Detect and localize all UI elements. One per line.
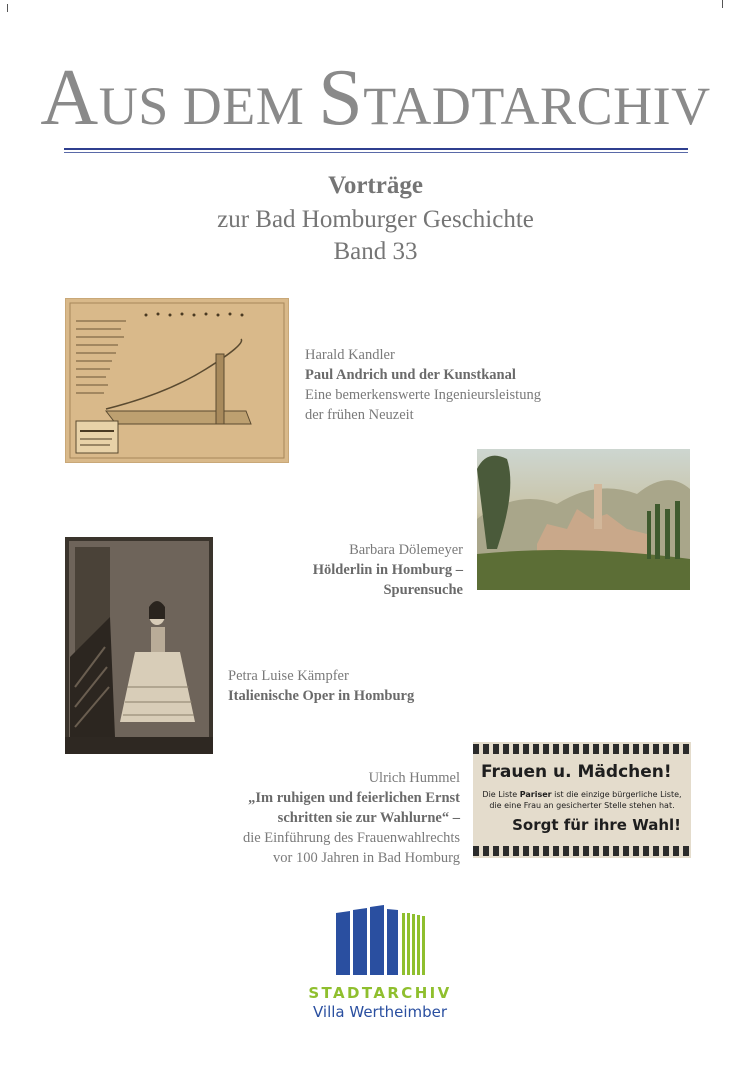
entry-2-title-line1: Hölderlin in Homburg – [312,562,463,578]
poster-border-top [473,744,691,754]
entry-1-title: Paul Andrich und der Kunstkanal [305,367,516,383]
crop-mark-right [722,0,723,8]
title-rule-thick [64,148,688,150]
entry-1-desc-line2: der frühen Neuzeit [305,407,414,423]
entry-3-author: Petra Luise Kämpfer [228,668,349,684]
title-part-b: US DEM [98,76,319,136]
election-poster-image [473,742,691,858]
poster-text-line1: Die Liste Pariser ist die einzige bürgerliche Liste, [482,790,682,799]
map-image [65,298,289,463]
subtitle-volume: Band 33 [333,238,418,265]
entry-2 [230,540,463,600]
title-cap-a: A [40,54,99,142]
poster-slogan: Sorgt für ihre Wahl! [512,816,681,834]
entry-1-desc-line1: Eine bemerkenswerte Ingenieursleistung [305,387,541,403]
title-part-d: TADTARCHIV [363,76,711,136]
logo-text-stadtarchiv: STADTARCHIV [308,984,452,1002]
landscape-painting-image [477,449,690,590]
entry-2-author: Barbara Dölemeyer [349,542,463,558]
poster-text-line2: die eine Frau an gesicherter Stelle stehen hat. [489,801,675,810]
stadtarchiv-logo-icon [336,905,428,977]
entry-4-title-line1: „Im ruhigen und feierlichen Ernst [248,790,460,806]
title-rule-thin [64,152,688,153]
poster-border-bottom [473,846,691,856]
crop-mark-left [7,4,8,12]
entry-4-desc-line1: die Einführung des Frauenwahlrechts [242,830,460,846]
page-title [0,54,751,146]
poster-headline: Frauen u. Mädchen! [481,762,672,782]
entry-3 [228,666,414,706]
entry-1 [305,345,541,425]
historic-portrait-photo [65,537,213,754]
subtitle-series: zur Bad Homburger Geschichte [217,206,534,233]
entry-4 [150,768,460,868]
entry-1-author: Harald Kandler [305,347,395,363]
logo-text-villa: Villa Wertheimber [312,1003,448,1021]
entry-4-desc-line2: vor 100 Jahren in Bad Homburg [273,850,460,866]
title-cap-s: S [318,54,364,142]
entry-4-title-line2: schritten sie zur Wahlurne“ – [277,810,460,826]
entry-4-author: Ulrich Hummel [368,770,460,786]
entry-2-title-line2: Spurensuche [383,582,463,598]
entry-3-title: Italienische Oper in Homburg [228,688,415,704]
subtitle-heading: Vorträge [328,172,423,199]
